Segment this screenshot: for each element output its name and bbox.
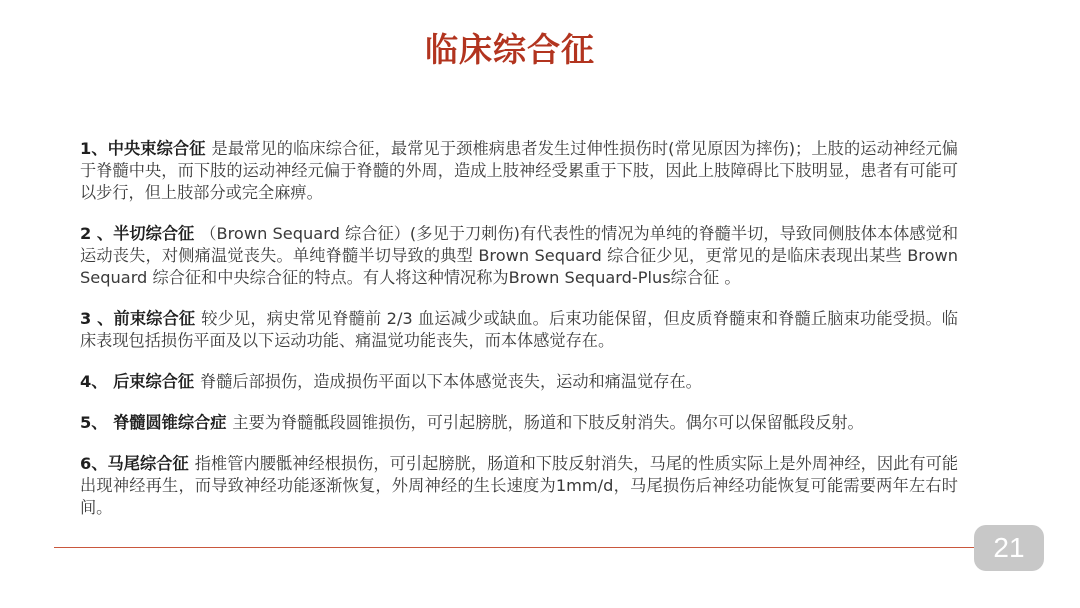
section-heading: 6、马尾综合征 <box>80 454 189 473</box>
section-posterior-cord <box>80 371 958 393</box>
section-heading: 5、 脊髓圆锥综合症 <box>80 413 227 432</box>
section-body: 是最常见的临床综合征，最常见于颈椎病患者发生过伸性损伤时(常见原因为摔伤)；上肢的运动神经元偏于脊髓中央，而下肢的运动神经元偏于脊髓的外周，造成上肢神经受累重于下肢，因此上肢障碍比下肢明显，患者有可能可以步行，但上肢部分或完全麻痹。 <box>80 139 958 202</box>
slide-title: 临床综合征 <box>425 30 595 69</box>
section-body: （Brown Sequard 综合征）(多见于刀刺伤)有代表性的情况为单纯的脊髓半切，导致同侧肢体本体感觉和运动丧失，对侧痛温觉丧失。单纯脊髓半切导致的典型 Brown Sequard 综合征少见，更常见的是临床表现出某些 Brown Sequard 综合征和中央综合征的特点。有人将这种情况称为Brown Sequard-Plus综合征 。 <box>80 224 959 287</box>
slide-content <box>80 138 958 538</box>
section-cauda-equina <box>80 453 958 519</box>
section-body: 指椎管内腰骶神经根损伤，可引起膀胱，肠道和下肢反射消失，马尾的性质实际上是外周神经，因此有可能出现神经再生，而导致神经功能逐渐恢复，外周神经的生长速度为1mm/d，马尾损伤后神经功能恢复可能需要两年左右时间。 <box>80 454 959 517</box>
section-heading: 4、 后束综合征 <box>80 372 195 391</box>
section-brown-sequard <box>80 223 958 289</box>
footer-divider <box>54 547 976 548</box>
section-heading: 1、中央束综合征 <box>80 139 206 158</box>
section-anterior-cord <box>80 308 958 352</box>
section-central-cord <box>80 138 958 204</box>
section-heading: 2 、半切综合征 <box>80 224 195 243</box>
section-conus-medullaris <box>80 412 958 434</box>
section-body: 较少见，病史常见脊髓前 2/3 血运减少或缺血。后束功能保留，但皮质脊髓束和脊髓丘脑束功能受损。临床表现包括损伤平面及以下运动功能、痛温觉功能丧失，而本体感觉存在。 <box>80 309 958 350</box>
section-heading: 3 、前束综合征 <box>80 309 196 328</box>
section-body: 脊髓后部损伤，造成损伤平面以下本体感觉丧失，运动和痛温觉存在。 <box>200 372 702 391</box>
section-body: 主要为脊髓骶段圆锥损伤，可引起膀胱，肠道和下肢反射消失。偶尔可以保留骶段反射。 <box>232 413 864 432</box>
page-number-badge: 21 <box>974 525 1044 571</box>
